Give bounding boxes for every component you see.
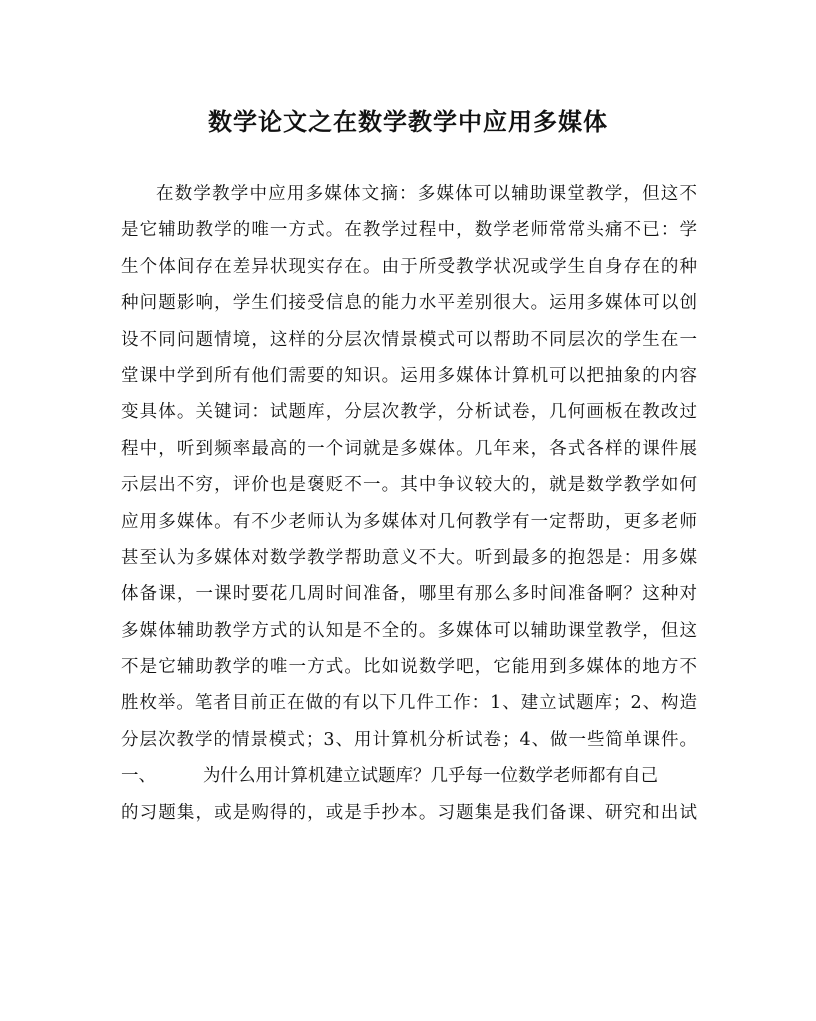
body-line: 体备课，一课时要花几周时间准备，哪里有那么多时间准备啊？这种对 (121, 584, 697, 605)
body-line: 的习题集，或是购得的，或是手抄本。习题集是我们备课、研究和出试 (121, 802, 697, 823)
outline-line (121, 758, 697, 794)
body-line: 多媒体辅助教学方式的认知是不全的。多媒体可以辅助课堂教学，但这 (121, 620, 697, 641)
document-body (121, 176, 697, 831)
body-line: 胜枚举。笔者目前正在做的有以下几件工作：1、建立试题库；2、构造 (121, 693, 697, 714)
body-line: 变具体。关键词：试题库，分层次教学，分析试卷，几何画板在教改过 (121, 402, 697, 423)
body-line: 设不同问题情境，这样的分层次情景模式可以帮助不同层次的学生在一 (121, 329, 697, 350)
body-line: 堂课中学到所有他们需要的知识。运用多媒体计算机可以把抽象的内容 (121, 365, 697, 386)
body-line: 示层出不穷，评价也是褒贬不一。其中争议较大的，就是数学教学如何 (121, 475, 697, 496)
body-line: 生个体间存在差异状现实存在。由于所受教学状况或学生自身存在的种 (121, 256, 697, 277)
body-line: 种问题影响，学生们接受信息的能力水平差别很大。运用多媒体可以创 (121, 293, 697, 314)
outline-text: 为什么用计算机建立试题库？几乎每一位数学老师都有自己 (203, 766, 658, 787)
document-title: 数学论文之在数学教学中应用多媒体 (208, 107, 608, 136)
body-line: 在数学教学中应用多媒体文摘：多媒体可以辅助课堂教学，但这不 (156, 184, 697, 204)
body-line: 甚至认为多媒体对数学教学帮助意义不大。听到最多的抱怨是：用多媒 (121, 547, 697, 568)
body-line: 程中，听到频率最高的一个词就是多媒体。几年来，各式各样的课件展 (121, 438, 697, 459)
body-line: 不是它辅助教学的唯一方式。比如说数学吧，它能用到多媒体的地方不 (121, 657, 697, 678)
body-line: 分层次教学的情景模式；3、用计算机分析试卷；4、做一些简单课件。 (121, 729, 697, 750)
body-line: 是它辅助教学的唯一方式。在教学过程中，数学老师常常头痛不已：学 (121, 220, 697, 241)
body-line: 应用多媒体。有不少老师认为多媒体对几何教学有一定帮助，更多老师 (121, 511, 697, 532)
outline-number: 一、 (121, 766, 156, 787)
